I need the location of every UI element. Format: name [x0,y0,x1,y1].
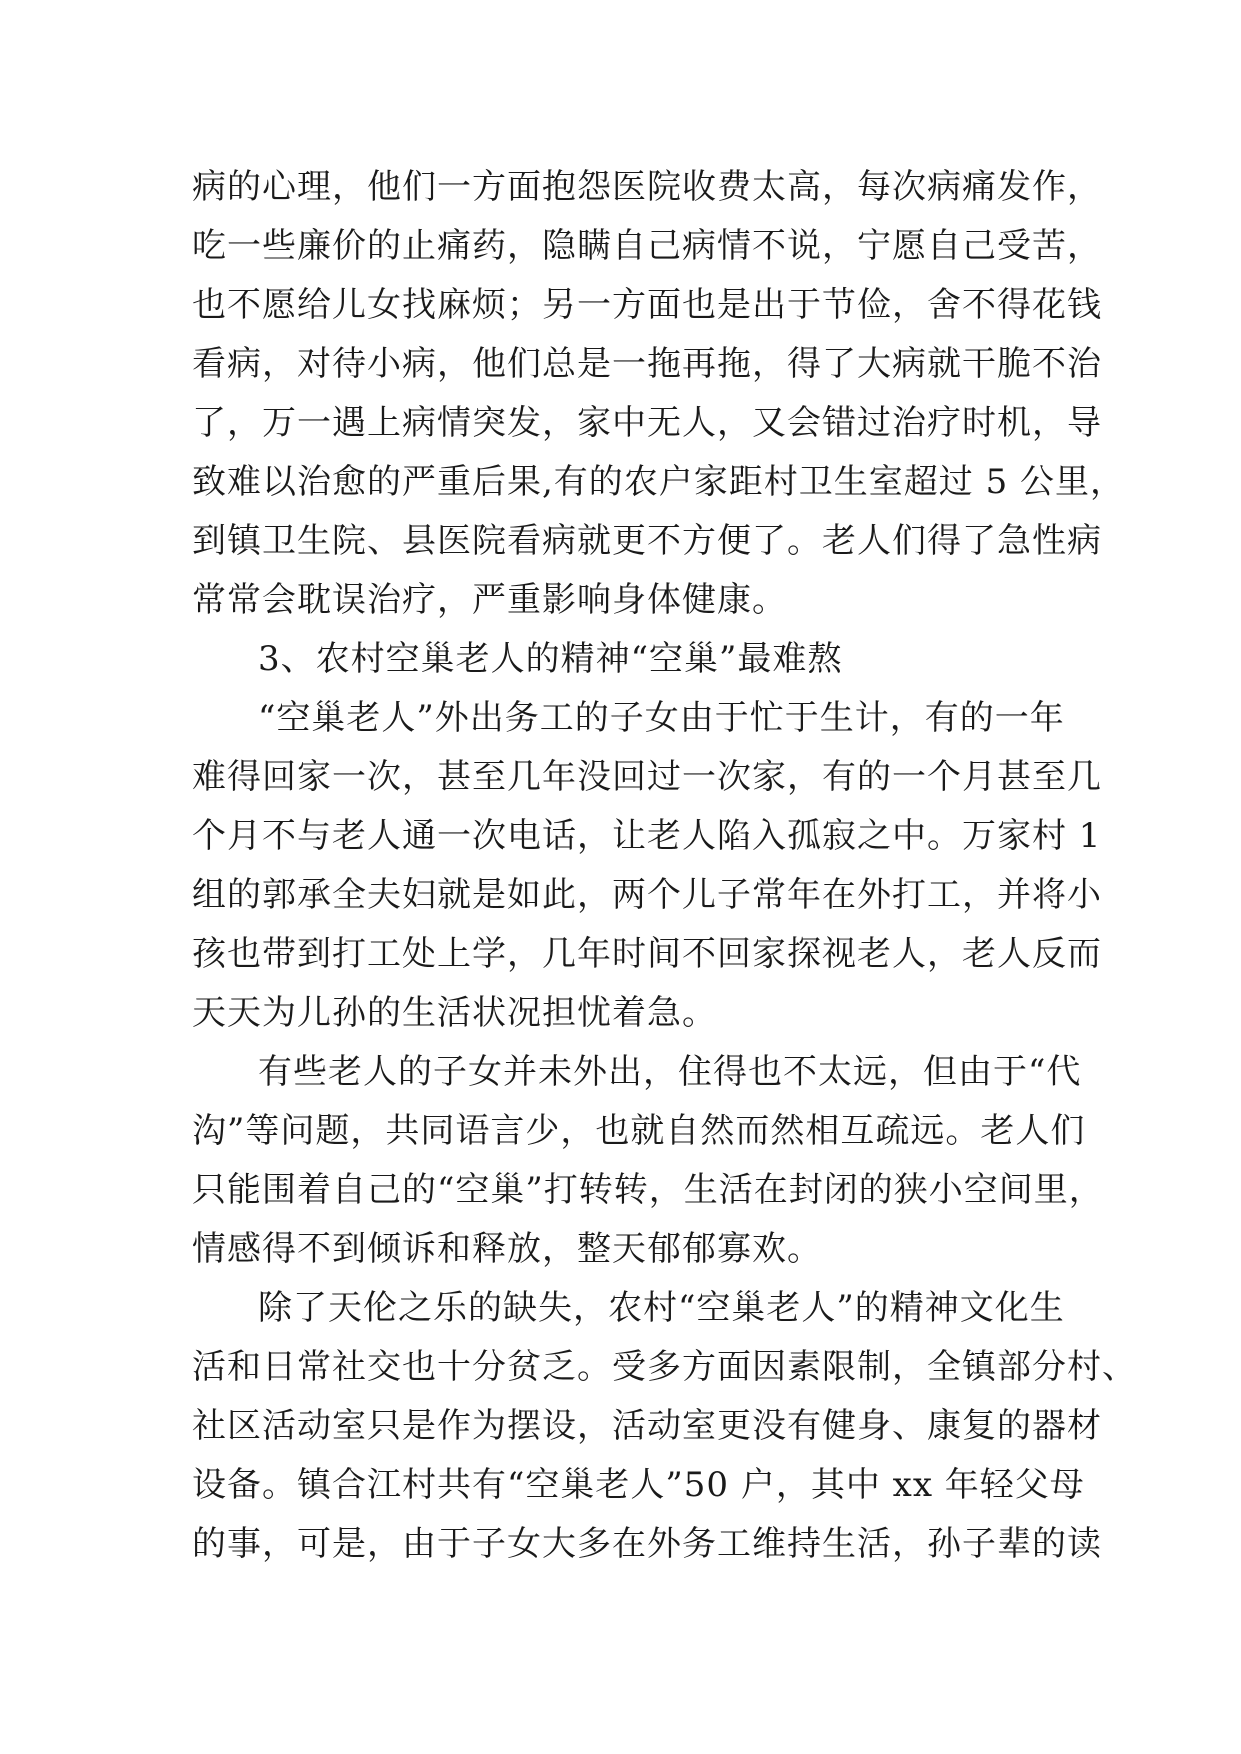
text-line: 沟”等问题，共同语言少，也就自然而然相互疏远。老人们 [192,1111,1086,1151]
text-line: 了，万一遇上病情突发，家中无人，又会错过治疗时机，导 [192,403,1102,443]
text-line: 只能围着自己的“空巢”打转转，生活在封闭的狭小空间里， [192,1170,1104,1210]
paragraph-first-line: “空巢老人”外出务工的子女由于忙于生计，有的一年 [258,698,1065,738]
text-line: 病的心理，他们一方面抱怨医院收费太高，每次病痛发作， [192,167,1102,207]
text-line: 致难以治愈的严重后果,有的农户家距村卫生室超过 5 公里， [192,462,1126,502]
text-line: 的事，可是，由于子女大多在外务工维持生活，孙子辈的读 [192,1524,1102,1564]
text-line: 吃一些廉价的止痛药，隐瞒自己病情不说，宁愿自己受苦， [192,226,1102,266]
text-line: 社区活动室只是作为摆设，活动室更没有健身、康复的器材 [192,1406,1102,1446]
section-heading: 3、农村空巢老人的精神“空巢”最难熬 [258,639,843,679]
text-line: 到镇卫生院、县医院看病就更不方便了。老人们得了急性病 [192,521,1102,561]
text-line: 看病，对待小病，他们总是一拖再拖，得了大病就干脆不治 [192,344,1102,384]
text-line: 孩也带到打工处上学，几年时间不回家探视老人，老人反而 [192,934,1102,974]
text-line: 活和日常社交也十分贫乏。受多方面因素限制，全镇部分村、 [192,1347,1137,1387]
text-line: 难得回家一次，甚至几年没回过一次家，有的一个月甚至几 [192,757,1102,797]
text-line: 天天为儿孙的生活状况担忧着急。 [192,993,717,1033]
body-text [192,158,1137,1574]
text-line: 个月不与老人通一次电话，让老人陷入孤寂之中。万家村 1 [192,816,1102,856]
text-line: 组的郭承全夫妇就是如此，两个儿子常年在外打工，并将小 [192,875,1102,915]
text-line: 常常会耽误治疗，严重影响身体健康。 [192,580,787,620]
paragraph-first-line: 除了天伦之乐的缺失，农村“空巢老人”的精神文化生 [258,1288,1065,1328]
text-line: 情感得不到倾诉和释放，整天郁郁寡欢。 [192,1229,822,1269]
paragraph-first-line: 有些老人的子女并未外出，住得也不太远，但由于“代 [258,1052,1082,1092]
text-line: 设备。镇合江村共有“空巢老人”50 户，其中 xx 年轻父母 [192,1465,1085,1505]
text-line: 也不愿给儿女找麻烦；另一方面也是出于节俭，舍不得花钱 [192,285,1102,325]
